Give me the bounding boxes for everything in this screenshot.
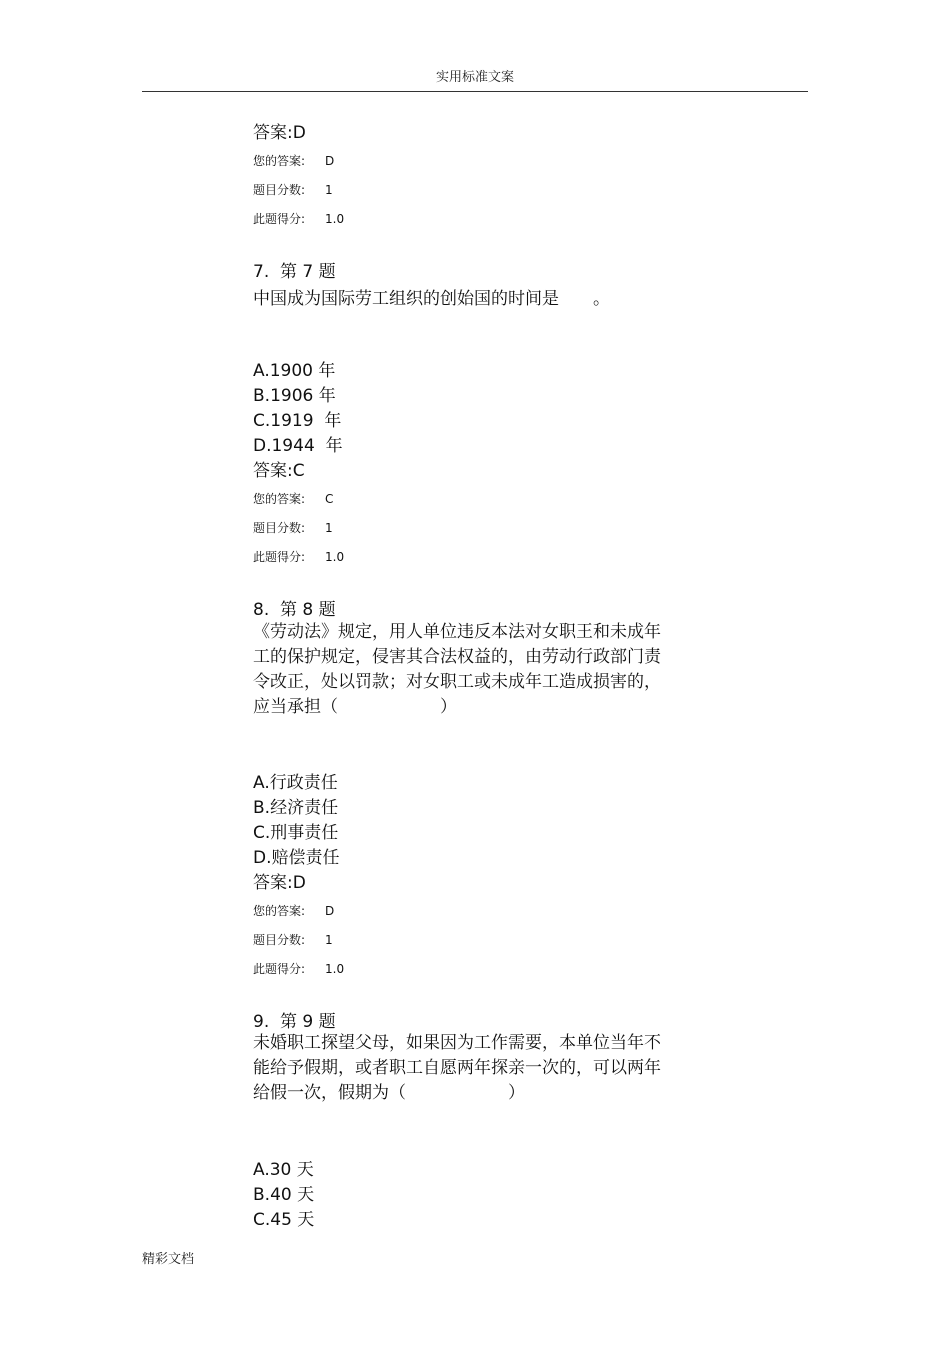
q7-score-label: 题目分数:: [253, 521, 306, 535]
q6-your-answer-value: D: [325, 154, 335, 168]
q8-got-value: 1.0: [325, 962, 345, 976]
q8-score-value: 1: [325, 933, 333, 947]
q7-option-d: D.1944 年: [253, 436, 343, 456]
q7-got-value: 1.0: [325, 550, 345, 564]
q6-answer: 答案:D: [253, 123, 306, 143]
q7-heading: 7. 第 7 题: [253, 262, 336, 282]
q8-option-b: B.经济责任: [253, 798, 339, 818]
q6-got-row: [253, 210, 344, 227]
q8-your-answer-value: D: [325, 904, 335, 918]
q9-option-c: C.45 天: [253, 1210, 315, 1230]
q7-your-answer-row: [253, 490, 333, 507]
q7-score-row: [253, 519, 333, 536]
q8-got-row: [253, 960, 344, 977]
q6-got-label: 此题得分:: [253, 212, 306, 226]
header-divider: [142, 91, 808, 92]
q8-your-answer-row: [253, 902, 334, 919]
q7-score-value: 1: [325, 521, 333, 535]
q7-question: 中国成为国际劳工组织的创始国的时间是 。: [253, 289, 610, 309]
q8-option-a: A.行政责任: [253, 773, 338, 793]
q8-option-d: D.赔偿责任: [253, 848, 340, 868]
q8-got-label: 此题得分:: [253, 962, 306, 976]
q6-score-row: [253, 181, 333, 198]
q7-your-answer-value: C: [325, 492, 334, 506]
q8-score-row: [253, 931, 333, 948]
q6-your-answer-row: [253, 152, 334, 169]
q8-score-label: 题目分数:: [253, 933, 306, 947]
q8-question: 《劳动法》规定，用人单位违反本法对女职王和未成年工的保护规定，侵害其合法权益的，由劳动行政部门责令改正，处以罚款；对女职工或未成年工造成损害的，应当承担（ ）: [253, 622, 661, 717]
q9-question: 未婚职工探望父母，如果因为工作需要，本单位当年不能给予假期，或者职工自愿两年探亲一次的，可以两年给假一次，假期为（ ）: [253, 1033, 661, 1103]
q6-got-value: 1.0: [325, 212, 345, 226]
q7-got-label: 此题得分:: [253, 550, 306, 564]
q6-your-answer-label: 您的答案:: [253, 154, 306, 168]
q8-answer: 答案:D: [253, 873, 306, 893]
q7-your-answer-label: 您的答案:: [253, 492, 306, 506]
q7-got-row: [253, 548, 344, 565]
q9-option-b: B.40 天: [253, 1185, 315, 1205]
page-header-title: 实用标准文案: [435, 70, 514, 85]
q6-score-value: 1: [325, 183, 333, 197]
page-footer-text: 精彩文档: [142, 1252, 195, 1267]
q6-score-label: 题目分数:: [253, 183, 306, 197]
q9-option-a: A.30 天: [253, 1160, 314, 1180]
q7-option-c: C.1919 年: [253, 411, 342, 431]
q7-answer: 答案:C: [253, 461, 305, 481]
q9-heading: 9. 第 9 题: [253, 1012, 336, 1032]
q7-option-a: A.1900 年: [253, 361, 336, 381]
q8-option-c: C.刑事责任: [253, 823, 339, 843]
q8-heading: 8. 第 8 题: [253, 600, 336, 620]
q7-option-b: B.1906 年: [253, 386, 336, 406]
q8-your-answer-label: 您的答案:: [253, 904, 306, 918]
